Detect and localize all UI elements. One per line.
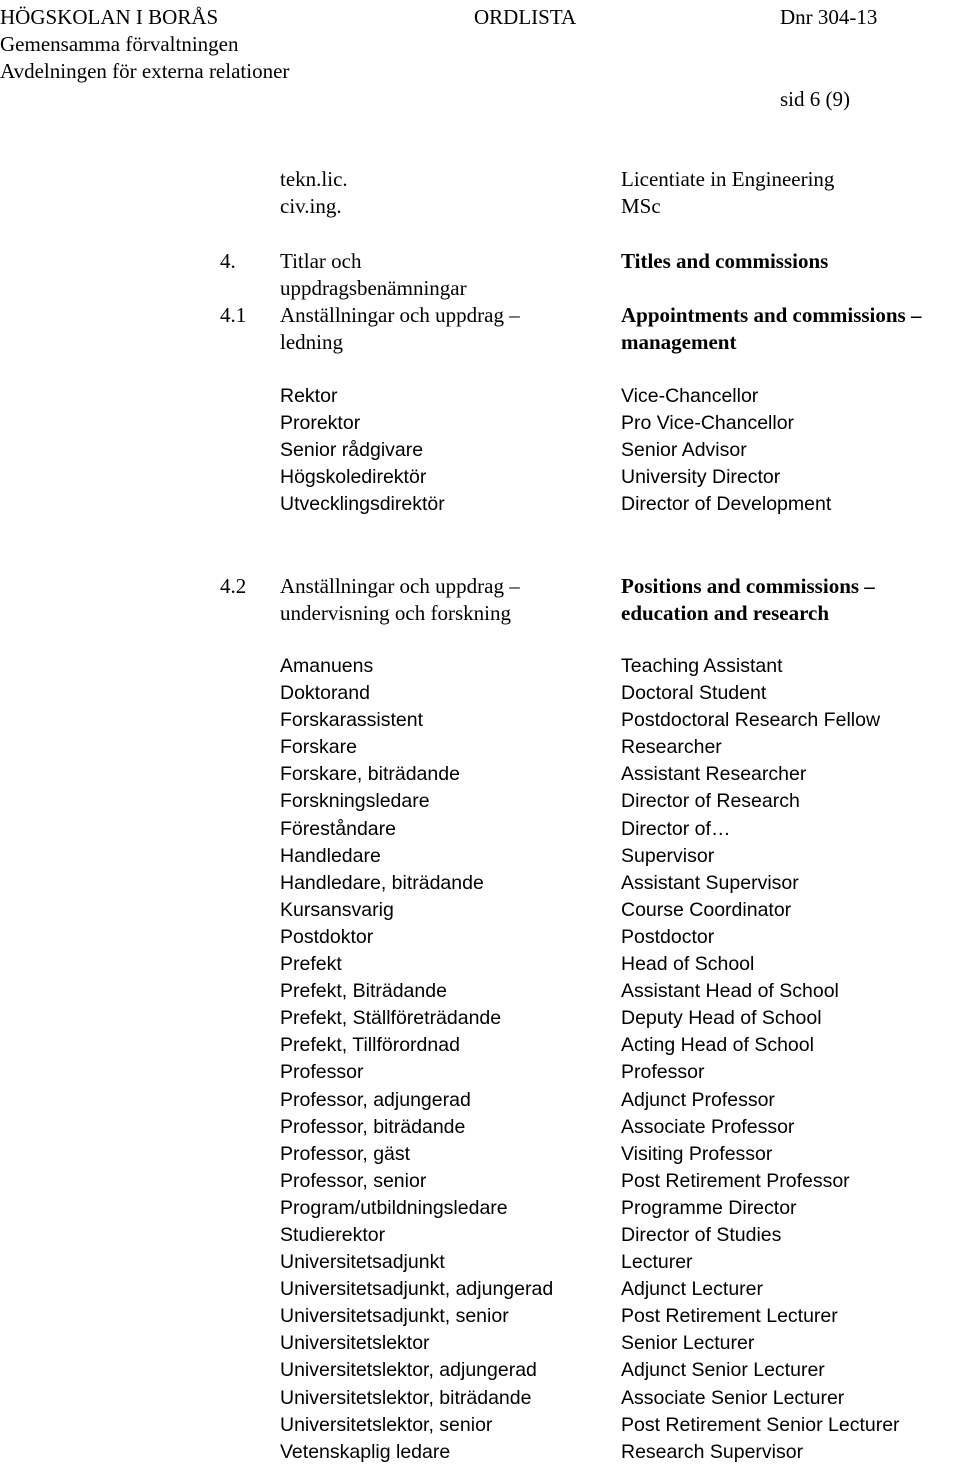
list-item: Prorektor <box>280 412 361 435</box>
list-item: Assistant Head of School <box>621 980 839 1003</box>
list-item: Universitetsadjunkt <box>280 1251 445 1274</box>
section-41-title-sv: Anställningar och uppdrag – <box>280 303 520 327</box>
list-item: Postdoctoral Research Fellow <box>621 709 881 732</box>
document-number: Dnr 304-13 <box>780 5 878 29</box>
teaching-titles-sv <box>280 653 553 1466</box>
list-item: Prefekt, Tillförordnad <box>280 1034 460 1057</box>
list-item: Adjunct Professor <box>621 1088 775 1111</box>
list-item: Rektor <box>280 385 338 407</box>
section-42-title-sv-cont: undervisning och forskning <box>280 601 511 625</box>
list-item: Kursansvarig <box>280 898 394 921</box>
list-item: Director of Research <box>621 790 800 813</box>
list-item: Föreståndare <box>280 817 396 840</box>
list-item: Teaching Assistant <box>621 655 783 677</box>
section-41-title-en: Appointments and commissions – <box>621 303 922 327</box>
list-item: Assistant Supervisor <box>621 871 799 894</box>
degree-sv: tekn.lic. <box>280 167 348 191</box>
list-item: Prefekt <box>280 953 342 976</box>
section-42-title-en-cont: education and research <box>621 601 830 625</box>
degree-sv: civ.ing. <box>280 194 342 218</box>
section-42-title-sv: Anställningar och uppdrag – <box>280 574 520 598</box>
list-item: Professor, biträdande <box>280 1115 466 1138</box>
list-item: Doktorand <box>280 682 370 705</box>
list-item: Senior Lecturer <box>621 1332 755 1355</box>
list-item: Senior rådgivare <box>280 439 424 462</box>
list-item: Acting Head of School <box>621 1034 814 1057</box>
department-line-2: Avdelningen för externa relationer <box>0 59 290 83</box>
list-item: Visiting Professor <box>621 1142 773 1165</box>
list-item: Universitetsadjunkt, adjungerad <box>280 1278 554 1301</box>
section-4-title-en: Titles and commissions <box>621 249 829 273</box>
section-4-number: 4. <box>220 249 236 273</box>
list-item: Senior Advisor <box>621 439 747 462</box>
list-item: Prefekt, Biträdande <box>280 980 447 1003</box>
list-item: Utvecklingsdirektör <box>280 493 445 516</box>
list-item: Forskarassistent <box>280 709 424 732</box>
list-item: Adjunct Lecturer <box>621 1278 763 1301</box>
list-item: Director of Studies <box>621 1223 782 1246</box>
list-item: Director of Development <box>621 493 832 516</box>
list-item: Forskare <box>280 736 357 759</box>
list-item: Professor, senior <box>280 1169 427 1192</box>
list-item: Adjunct Senior Lecturer <box>621 1359 825 1382</box>
management-titles-en <box>621 383 831 518</box>
list-item: Deputy Head of School <box>621 1007 822 1030</box>
list-item: Associate Senior Lecturer <box>621 1386 845 1409</box>
list-item: Professor, adjungerad <box>280 1088 471 1111</box>
list-item: Professor <box>621 1061 705 1084</box>
section-4-title-sv-cont: uppdragsbenämningar <box>280 276 467 300</box>
section-41-title-en-cont: management <box>621 330 737 354</box>
list-item: Director of… <box>621 817 731 840</box>
section-4-title-sv: Titlar och <box>280 249 362 273</box>
list-item: Post Retirement Senior Lecturer <box>621 1413 900 1436</box>
list-item: Professor, gäst <box>280 1142 411 1165</box>
list-item: Universitetslektor, senior <box>280 1413 493 1436</box>
list-item: Research Supervisor <box>621 1440 804 1463</box>
list-item: Vetenskaplig ledare <box>280 1440 451 1463</box>
list-item: Associate Professor <box>621 1115 795 1138</box>
page-number: sid 6 (9) <box>780 87 850 111</box>
list-item: Post Retirement Professor <box>621 1169 850 1192</box>
management-titles-sv <box>280 383 445 518</box>
list-item: Programme Director <box>621 1196 797 1219</box>
list-item: University Director <box>621 466 781 489</box>
list-item: Universitetslektor, adjungerad <box>280 1359 537 1382</box>
list-item: Prefekt, Ställföreträdande <box>280 1007 502 1030</box>
list-item: Lecturer <box>621 1251 693 1274</box>
teaching-titles-en <box>621 653 900 1466</box>
list-item: Universitetslektor, biträdande <box>280 1386 532 1409</box>
list-item: Forskningsledare <box>280 790 430 813</box>
list-item: Supervisor <box>621 844 715 867</box>
section-41-title-sv-cont: ledning <box>280 330 343 354</box>
list-item: Head of School <box>621 953 755 976</box>
section-41-number: 4.1 <box>220 303 247 327</box>
list-item: Program/utbildningsledare <box>280 1196 508 1219</box>
list-item: Postdoktor <box>280 925 374 948</box>
list-item: Högskoledirektör <box>280 466 427 489</box>
list-item: Professor <box>280 1061 364 1084</box>
list-item: Forskare, biträdande <box>280 763 460 786</box>
list-item: Amanuens <box>280 655 374 677</box>
degree-en: MSc <box>621 194 661 218</box>
list-item: Postdoctor <box>621 925 715 948</box>
list-item: Studierektor <box>280 1223 386 1246</box>
section-42-number: 4.2 <box>220 574 247 598</box>
list-item: Course Coordinator <box>621 898 792 921</box>
list-item: Universitetslektor <box>280 1332 430 1355</box>
list-item: Post Retirement Lecturer <box>621 1305 838 1328</box>
list-item: Assistant Researcher <box>621 763 807 786</box>
institution-name: HÖGSKOLAN I BORÅS <box>0 5 219 29</box>
list-item: Researcher <box>621 736 722 759</box>
list-item: Vice-Chancellor <box>621 385 759 407</box>
list-item: Universitetsadjunkt, senior <box>280 1305 509 1328</box>
list-item: Handledare <box>280 844 381 867</box>
list-item: Handledare, biträdande <box>280 871 484 894</box>
department-line-1: Gemensamma förvaltningen <box>0 32 239 56</box>
degree-en: Licentiate in Engineering <box>621 167 835 191</box>
document-type: ORDLISTA <box>474 5 577 29</box>
section-42-title-en: Positions and commissions – <box>621 574 875 598</box>
list-item: Doctoral Student <box>621 682 767 705</box>
list-item: Pro Vice-Chancellor <box>621 412 795 435</box>
